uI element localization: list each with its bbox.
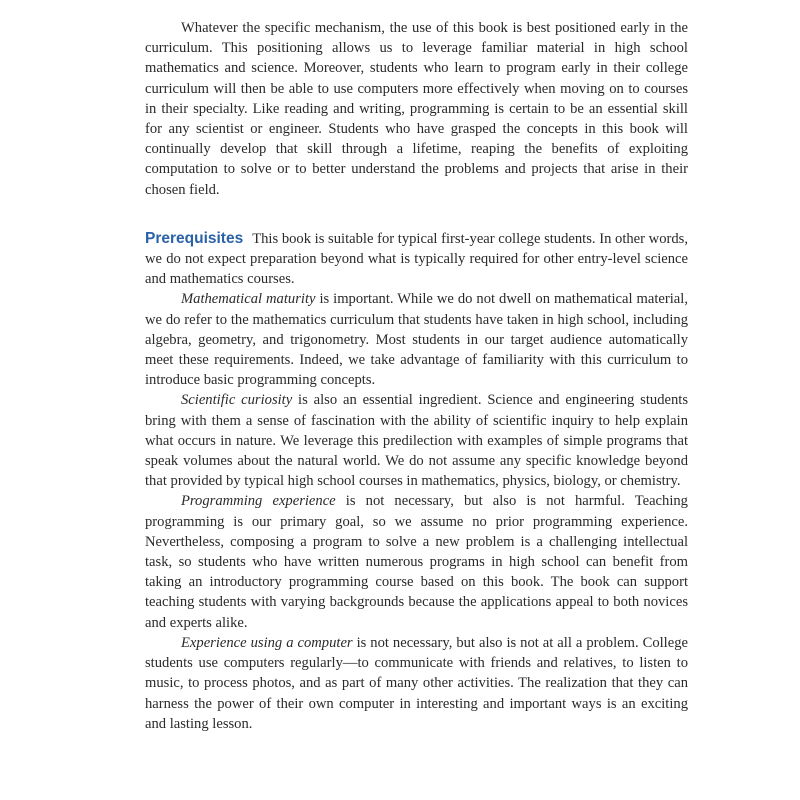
prerequisite-text: is also an essential ingredient. Science and engineering students bring with them a sense of fascination with the ability of scientific inquiry to help explain what occurs in nature. We leverage this predilection with examples of simple programs that speak volumes about the natural world. We do not assume any specific knowledge beyond that provided by typical high school courses in mathematics, physics, biology, or chemistry. xyxy=(145,392,688,490)
prerequisite-term: Scientific curiosity xyxy=(181,392,293,409)
prerequisite-term: Experience using a computer xyxy=(181,634,353,651)
prerequisite-item-programming-experience xyxy=(145,491,688,632)
prerequisite-text: is not necessary, but also is not harmful. Teaching programming is our primary goal, so we assume no prior programming experience. Nevertheless, composing a program to solve a new problem is a challenging intellectual task, so students who have written numerous programs in high school can benefit from taking an introductory programming course based on this book. The book can support teaching students with varying backgrounds because the applications appeal to both novices and experts alike. xyxy=(145,493,688,631)
prerequisites-lead-text: This book is suitable for typical first-year college students. In other words, we do not expect preparation beyond what is typically required for other entry-level science and mathematics courses. xyxy=(145,230,688,288)
prerequisites-section xyxy=(145,229,688,734)
prerequisite-text: is not necessary, but also is not at all a problem. College students use computers regularly—to communicate with friends and relatives, to listen to music, to process photos, and as part of many other activities. The realization that they can harness the power of their own computer in interesting and important ways is an exciting and lasting lesson. xyxy=(145,634,688,732)
prerequisite-term: Mathematical maturity xyxy=(181,291,316,308)
prerequisite-text: is important. While we do not dwell on mathematical material, we do refer to the mathematics curriculum that students have taken in high school, including algebra, geometry, and trigonometry. Most students in our target audience automatically meet these requirements. Indeed, we take advantage of familiarity with this curriculum to introduce basic programming concepts. xyxy=(145,291,688,389)
prerequisite-item-scientific-curiosity xyxy=(145,390,688,491)
section-heading-prerequisites: Prerequisites xyxy=(145,229,244,247)
prerequisite-item-mathematical-maturity xyxy=(145,289,688,390)
prerequisite-item-computer-experience xyxy=(145,633,688,734)
prerequisite-term: Programming experience xyxy=(181,493,336,510)
book-page xyxy=(145,18,688,734)
prerequisites-lead-paragraph xyxy=(145,229,688,290)
intro-paragraph: Whatever the specific mechanism, the use of this book is best positioned early in the curriculum. This positioning allows us to leverage familiar material in high school mathematics and science. Moreover, students who learn to program early in their college curriculum will then be able to use computers more effectively when moving on to courses in their specialty. Like reading and writing, programming is certain to be an essential skill for any scientist or engineer. Students who have grasped the concepts in this book will continually develop that skill through a lifetime, reaping the benefits of exploiting computation to solve or to better understand the problems and projects that arise in their chosen field. xyxy=(145,20,688,198)
